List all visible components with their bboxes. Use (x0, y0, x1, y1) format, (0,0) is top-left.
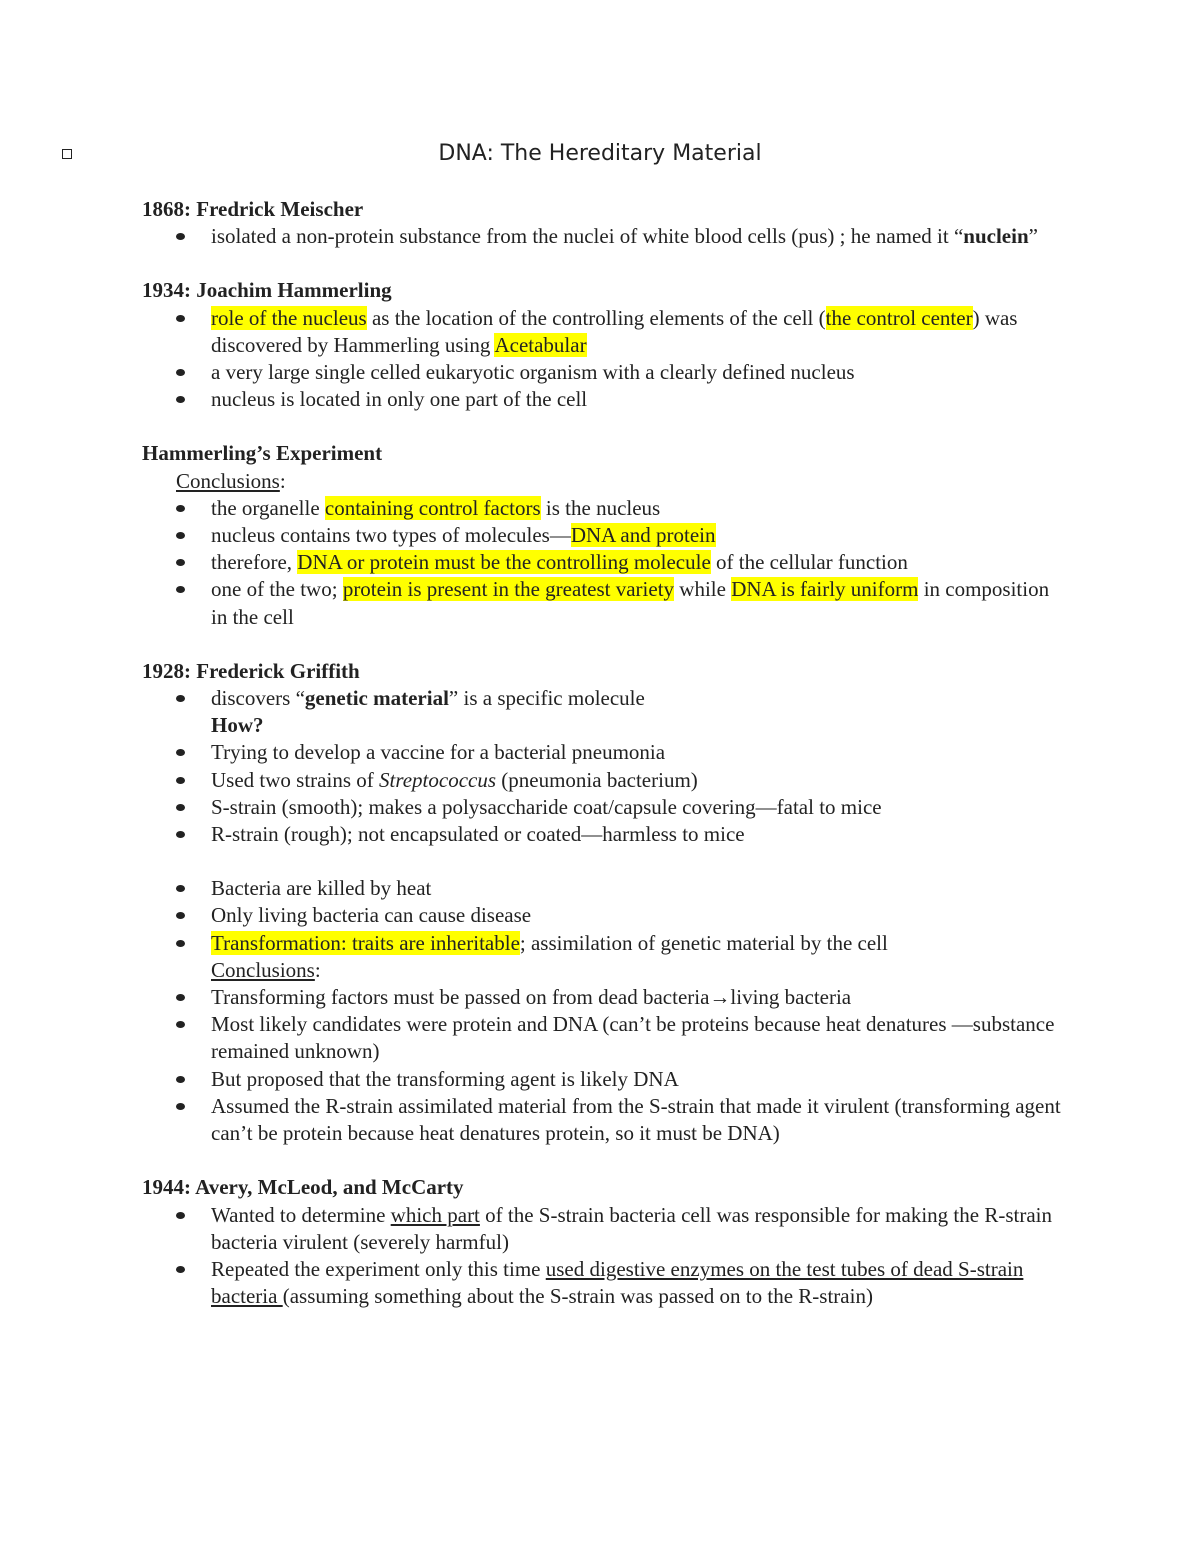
hammerling-experiment-bullets (142, 495, 1062, 631)
right-arrow-icon: → (709, 985, 731, 1010)
list-item: nucleus contains two types of molecules—DNA and protein (142, 522, 1062, 549)
list-item: Repeated the experiment only this time used digestive enzymes on the test tubes of dead S-strain bacteria (assuming something about the S-strain was passed on to the R-strain) (142, 1256, 1062, 1310)
list-item: Only living bacteria can cause disease (142, 902, 1062, 929)
section-heading-meischer: 1868: Fredrick Meischer (142, 197, 364, 221)
list-item: discovers “genetic material” is a specific molecule (142, 685, 1062, 712)
avery-bullets (142, 1202, 1062, 1311)
section-heading-hammerling: 1934: Joachim Hammerling (142, 278, 392, 303)
griffith-bullets-3 (142, 875, 1062, 957)
page-title: DNA: The Hereditary Material (438, 141, 762, 166)
list-item: S-strain (smooth); makes a polysaccharide coat/capsule covering—fatal to mice (142, 794, 1062, 821)
list-item: nucleus is located in only one part of the cell (142, 386, 1062, 413)
list-item: Assumed the R-strain assimilated material from the S-strain that made it virulent (transforming agent can’t be protein because heat denatures protein, so it must be DNA) (142, 1093, 1062, 1147)
list-item: Trying to develop a vaccine for a bacterial pneumonia (142, 739, 1062, 766)
conclusions-label: Conclusions: (176, 468, 286, 493)
griffith-bullets-1 (142, 685, 1062, 712)
list-item: the organelle containing control factors is the nucleus (142, 495, 1062, 522)
griffith-bullets-4 (142, 984, 1062, 1147)
hammerling-bullets (142, 305, 1062, 414)
list-item: isolated a non-protein substance from the nuclei of white blood cells (pus) ; he named it “nuclein” (142, 223, 1062, 250)
list-item: Most likely candidates were protein and DNA (can’t be proteins because heat denatures —substance remained unknown) (142, 1011, 1062, 1065)
list-item: R-strain (rough); not encapsulated or coated—harmless to mice (142, 821, 1062, 848)
section-heading-avery: 1944: Avery, McLeod, and McCarty (142, 1175, 464, 1200)
list-item: Transformation: traits are inheritable; assimilation of genetic material by the cell (142, 930, 1062, 957)
list-item: therefore, DNA or protein must be the controlling molecule of the cellular function (142, 549, 1062, 576)
griffith-bullets-2 (142, 739, 1062, 848)
document-body (142, 196, 1062, 1310)
meischer-bullets (142, 223, 1062, 250)
section-heading-hammerling-experiment: Hammerling’s Experiment (142, 441, 383, 466)
section-heading-griffith: 1928: Frederick Griffith (142, 658, 360, 683)
griffith-conclusions-label: Conclusions: (211, 957, 321, 982)
list-item: Bacteria are killed by heat (142, 875, 1062, 902)
list-item: role of the nucleus as the location of the controlling elements of the cell (the control center) was discovered by Hammerling using Acetabular (142, 305, 1062, 359)
how-label: How? (211, 713, 264, 738)
list-item: Transforming factors must be passed on from dead bacteria→living bacteria (142, 984, 1062, 1011)
list-item: Wanted to determine which part of the S-strain bacteria cell was responsible for making the R-strain bacteria virulent (severely harmful) (142, 1202, 1062, 1256)
list-item: a very large single celled eukaryotic organism with a clearly defined nucleus (142, 359, 1062, 386)
list-item: But proposed that the transforming agent is likely DNA (142, 1066, 1062, 1093)
list-item: one of the two; protein is present in the greatest variety while DNA is fairly uniform in composition in the cell (142, 576, 1062, 630)
list-item: Used two strains of Streptococcus (pneumonia bacterium) (142, 767, 1062, 794)
